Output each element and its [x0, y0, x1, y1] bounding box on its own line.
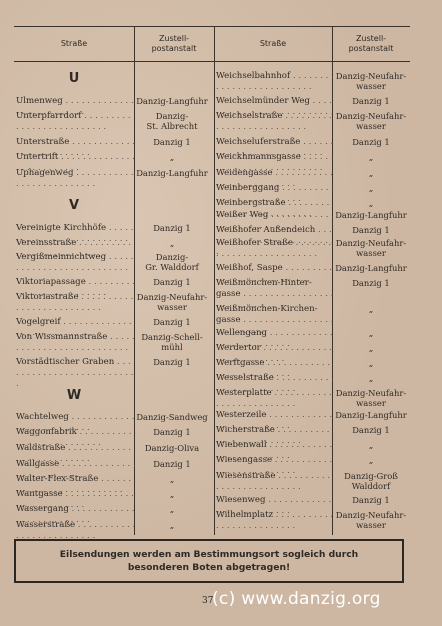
- street-name: Wallgasse . . .: [16, 459, 136, 481]
- street-name: Wachtelweg . . .: [16, 412, 136, 434]
- street-name: Ulmenweg . . .: [16, 96, 136, 118]
- street-name: Wesselstraße . . .: [216, 373, 334, 395]
- street-name: Werftgasse . . .: [216, 358, 334, 380]
- right-row: [14, 343, 410, 357]
- street-name: Wicherstraße . . .: [216, 425, 334, 447]
- right-row: [14, 440, 410, 454]
- street-name: Weißmönchen-Hinter- gasse . . .: [216, 278, 334, 311]
- post-office: Danzig-Neufahr- wasser: [136, 292, 208, 312]
- post-office: Danzig 1: [153, 459, 191, 469]
- post-office: Danzig 1: [352, 495, 390, 505]
- right-row: [14, 210, 410, 224]
- street-name: Weißer Weg . . .: [216, 210, 334, 232]
- post-office: Danzig 1: [352, 225, 390, 235]
- street-name: Weidengasse . . .: [216, 168, 334, 190]
- right-row: [14, 471, 410, 491]
- post-office: Danzig 1: [153, 427, 191, 437]
- post-office: Danzig-Neufahr- wasser: [335, 238, 407, 258]
- street-name: Von Wissmannstraße . . .: [16, 332, 136, 354]
- right-row: [14, 328, 410, 342]
- post-office: Danzig-Groß Walddorf: [344, 471, 398, 491]
- street-name: Wassergang . . .: [16, 504, 136, 526]
- post-office: Danzig-Neufahr- wasser: [335, 510, 407, 530]
- post-office: Danzig 1: [153, 357, 191, 367]
- street-name: Weichselstraße . . .: [216, 111, 334, 133]
- express-delivery-notice: [14, 539, 404, 583]
- post-office: „: [368, 440, 374, 450]
- header-street-left: Straße: [60, 39, 88, 48]
- street-name: Waldstraße . . .: [16, 443, 136, 465]
- street-name: Vereinsstraße . . .: [16, 238, 136, 260]
- post-office: „: [169, 520, 175, 530]
- post-office: „: [368, 373, 374, 383]
- right-row: [14, 263, 410, 277]
- street-name: Vereinigte Kirchhöfe . . .: [16, 223, 136, 245]
- street-name: Werdertor . . .: [216, 343, 334, 365]
- street-name: Weickhmannsgasse . . .: [216, 152, 334, 174]
- post-office: Danzig 1: [153, 223, 191, 233]
- post-office: „: [169, 152, 175, 162]
- header-divider: [14, 61, 410, 62]
- right-row: [14, 388, 410, 408]
- post-office: „: [368, 183, 374, 193]
- post-office: Danzig-Langfuhr: [335, 410, 407, 420]
- post-office: Danzig- St. Albrecht: [146, 111, 198, 131]
- street-name: Vogelgreif . . .: [16, 317, 136, 339]
- post-office: „: [368, 198, 374, 208]
- right-row: [14, 152, 410, 166]
- right-row: [14, 455, 410, 469]
- section-letter-u: U: [68, 71, 80, 86]
- street-name: Weichselbahnhof . . .: [216, 71, 334, 93]
- street-name: Viktoriastraße . . .: [16, 292, 136, 314]
- header-post-office-right: Zustell- postanstalt: [348, 34, 394, 53]
- right-row: [14, 410, 410, 424]
- right-row: [14, 225, 410, 239]
- post-office: Danzig-Langfuhr: [335, 210, 407, 220]
- post-office: „: [368, 152, 374, 162]
- post-office: „: [169, 504, 175, 514]
- right-row: [14, 137, 410, 151]
- street-name: Weißhof, Saspe . . .: [216, 263, 334, 285]
- street-table: [14, 26, 410, 535]
- post-office: Danzig- Gr. Walddorf: [145, 252, 199, 272]
- street-name: Viktoriapassage . . .: [16, 277, 136, 299]
- post-office: Danzig 1: [352, 137, 390, 147]
- street-name: Walter-Flex-Straße . . .: [16, 474, 136, 496]
- street-name: Wiesenweg . . .: [216, 495, 334, 517]
- street-name: Wiesenstraße . . .: [216, 471, 334, 493]
- street-name: Waggonfabrik . . .: [16, 427, 136, 449]
- page-number: 37: [202, 596, 214, 606]
- post-office: Danzig 1: [352, 278, 390, 288]
- notice-line-2: besonderen Boten abgetragen!: [127, 562, 291, 573]
- street-name: Vorstädtischer Graben . . .: [16, 357, 136, 390]
- street-name: Untertrift . . .: [16, 152, 136, 174]
- post-office: „: [169, 238, 175, 248]
- street-name: Wantgasse . . .: [16, 489, 136, 511]
- header-post-office-left: Zustell- postanstalt: [151, 34, 197, 53]
- post-office: „: [368, 168, 374, 178]
- post-office: „: [368, 328, 374, 338]
- street-name: Wiesengasse . . .: [216, 455, 334, 477]
- street-name: Wellengang . . .: [216, 328, 334, 350]
- street-name: Wiebenwall . . .: [216, 440, 334, 462]
- street-name: Westerplatte . . .: [216, 388, 334, 410]
- right-row: [14, 71, 410, 91]
- notice-line-1: Eilsendungen werden am Bestimmungsort sogleich durch: [59, 549, 359, 560]
- right-row: [14, 373, 410, 387]
- street-name: Weißhofer Außendeich . . .: [216, 225, 334, 258]
- street-name: Wilhelmplatz . . .: [216, 510, 334, 532]
- post-office: Danzig 1: [352, 425, 390, 435]
- post-office: Danzig-Langfuhr: [335, 263, 407, 273]
- post-office: Danzig 1: [153, 317, 191, 327]
- street-name: Uphagenweg . . .: [16, 168, 136, 190]
- street-name: Unterstraße . . .: [16, 137, 136, 159]
- post-office: „: [169, 474, 175, 484]
- street-name: Vergißmeinnichtweg . . .: [16, 252, 136, 274]
- post-office: Danzig 1: [153, 277, 191, 287]
- section-letter-w: W: [66, 388, 82, 403]
- header-street-right: Straße: [259, 39, 287, 48]
- street-name: Weichselmünder Weg . . .: [216, 96, 334, 118]
- post-office: Danzig-Sandweg: [136, 412, 208, 422]
- right-row: [14, 495, 410, 509]
- section-letter-v: V: [68, 198, 80, 213]
- post-office: „: [169, 489, 175, 499]
- street-name: Weinbergstraße . . .: [216, 198, 334, 220]
- street-name: Weichseluferstraße . . .: [216, 137, 334, 159]
- post-office: Danzig-Neufahr- wasser: [335, 71, 407, 91]
- post-office: Danzig-Langfuhr: [136, 168, 208, 178]
- post-office: „: [368, 343, 374, 353]
- watermark: (c) www.danzig.org: [212, 589, 381, 609]
- post-office: Danzig-Neufahr- wasser: [335, 388, 407, 408]
- post-office: „: [368, 358, 374, 368]
- right-row: [14, 111, 410, 131]
- post-office: Danzig-Schell- mühl: [141, 332, 203, 352]
- street-name: Weißmönchen-Kirchen- gasse . . .: [216, 304, 334, 337]
- street-name: Unterpfarrdorf . . .: [16, 111, 136, 133]
- right-row: [14, 168, 410, 182]
- post-office: Danzig-Neufahr- wasser: [335, 111, 407, 131]
- right-row: [14, 96, 410, 110]
- right-row: [14, 425, 410, 439]
- street-name: Weinberggang . . .: [216, 183, 334, 205]
- post-office: Danzig-Oliva: [144, 443, 200, 453]
- post-office: Danzig 1: [352, 96, 390, 106]
- street-name: Westerzeile . . .: [216, 410, 334, 432]
- right-row: [14, 358, 410, 372]
- post-office: Danzig-Langfuhr: [136, 96, 208, 106]
- street-name: Wasserstraße . . .: [16, 520, 136, 542]
- post-office: „: [368, 455, 374, 465]
- post-office: „: [368, 304, 374, 314]
- post-office: Danzig 1: [153, 137, 191, 147]
- street-name: Weißhofer Straße . . .: [216, 238, 334, 260]
- right-row: [14, 183, 410, 197]
